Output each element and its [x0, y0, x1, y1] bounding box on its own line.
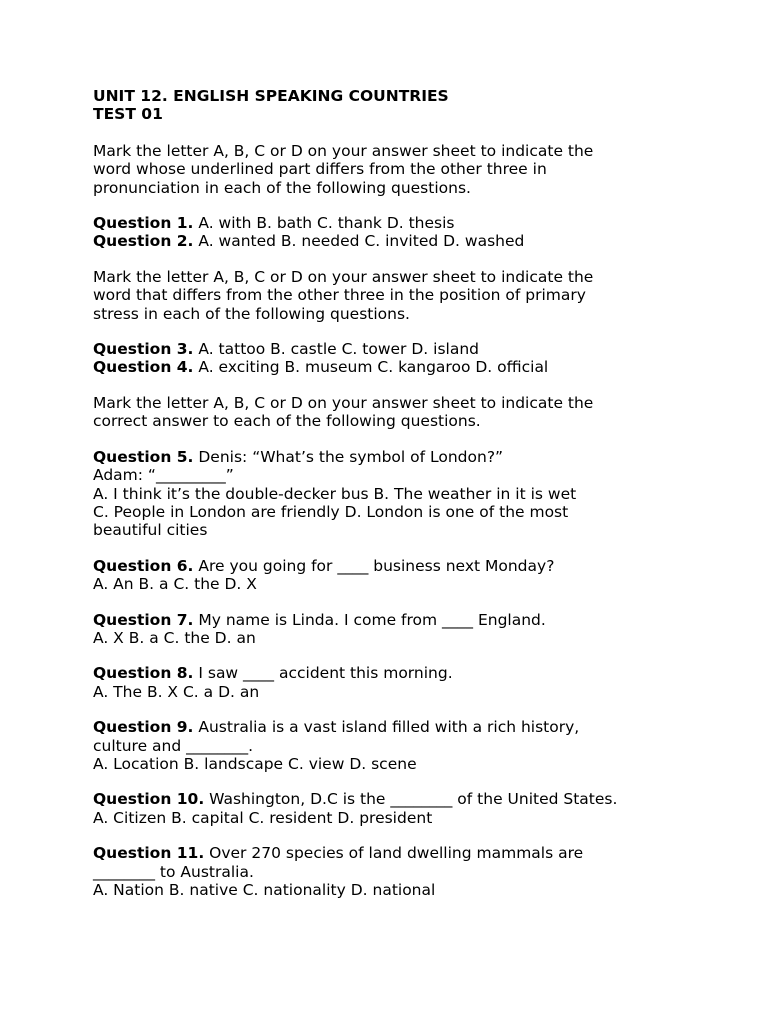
question-4 [93, 358, 733, 376]
question-line: ________ to Australia. [93, 862, 254, 881]
question-label: Question 8. [93, 664, 194, 683]
question-text: Over 270 species of land dwelling mammals are [204, 844, 584, 863]
question-5 [93, 448, 733, 540]
answer-options: A. The B. X C. a D. an [93, 682, 260, 701]
question-label: Question 9. [93, 718, 194, 737]
instruction-line: word whose underlined part differs from the other three in [93, 160, 547, 179]
instruction-line: pronunciation in each of the following questions. [93, 178, 471, 197]
document-title [93, 87, 733, 124]
question-stem [93, 844, 733, 862]
question-line: Adam: “_________” [93, 466, 234, 485]
question-text: A. tattoo B. castle C. tower D. island [193, 340, 479, 359]
answer-options: A. An B. a C. the D. X [93, 575, 257, 594]
question-label: Question 7. [93, 610, 194, 629]
unit-title: UNIT 12. ENGLISH SPEAKING COUNTRIES [93, 87, 449, 105]
instruction-line: stress in each of the following questions. [93, 304, 410, 323]
answer-options: A. Citizen B. capital C. resident D. president [93, 808, 433, 827]
question-11 [93, 844, 733, 899]
correct-answer-instructions [93, 394, 733, 431]
answer-options: A. Location B. landscape C. view D. scene [93, 754, 417, 773]
question-stem [93, 718, 733, 736]
question-stem [93, 448, 733, 466]
pronunciation-instructions [93, 142, 733, 197]
question-stem [93, 557, 733, 575]
question-3 [93, 340, 733, 358]
instruction-line: correct answer to each of the following questions. [93, 412, 481, 431]
question-8 [93, 664, 733, 701]
question-label: Question 3. [93, 340, 194, 359]
question-label: Question 4. [93, 358, 194, 377]
question-7 [93, 611, 733, 648]
question-text: Australia is a vast island filled with a rich history, [193, 718, 580, 737]
question-text: Washington, D.C is the ________ of the United States. [204, 790, 618, 809]
question-stem [93, 611, 733, 629]
stress-instructions [93, 268, 733, 323]
question-text: A. with B. bath C. thank D. thesis [193, 214, 455, 233]
answer-options: beautiful cities [93, 521, 208, 540]
answer-options: A. X B. a C. the D. an [93, 628, 256, 647]
pronunciation-questions [93, 214, 733, 251]
question-label: Question 1. [93, 214, 194, 233]
stress-questions [93, 340, 733, 377]
question-text: My name is Linda. I come from ____ England. [193, 610, 546, 629]
question-1 [93, 214, 733, 232]
instruction-line: Mark the letter A, B, C or D on your answer sheet to indicate the [93, 141, 594, 160]
question-stem [93, 664, 733, 682]
question-text: A. wanted B. needed C. invited D. washed [193, 232, 525, 251]
question-10 [93, 790, 733, 827]
question-stem [93, 790, 733, 808]
question-9 [93, 718, 733, 773]
question-label: Question 6. [93, 556, 194, 575]
question-text: I saw ____ accident this morning. [193, 664, 453, 683]
question-line: culture and ________. [93, 736, 254, 755]
question-2 [93, 232, 733, 250]
answer-options: C. People in London are friendly D. London is one of the most [93, 502, 569, 521]
question-label: Question 5. [93, 447, 194, 466]
question-text: A. exciting B. museum C. kangaroo D. official [193, 358, 549, 377]
question-6 [93, 557, 733, 594]
question-label: Question 10. [93, 790, 205, 809]
instruction-line: word that differs from the other three in the position of primary [93, 286, 586, 305]
test-title: TEST 01 [93, 105, 163, 124]
answer-options: A. I think it’s the double-decker bus B. The weather in it is wet [93, 484, 577, 503]
question-label: Question 11. [93, 844, 205, 863]
instruction-line: Mark the letter A, B, C or D on your answer sheet to indicate the [93, 267, 594, 286]
instruction-line: Mark the letter A, B, C or D on your answer sheet to indicate the [93, 393, 594, 412]
answer-options: A. Nation B. native C. nationality D. national [93, 881, 436, 899]
question-text: Are you going for ____ business next Monday? [193, 556, 555, 575]
question-label: Question 2. [93, 232, 194, 251]
document-page [93, 87, 733, 916]
question-text: Denis: “What’s the symbol of London?” [193, 447, 504, 466]
